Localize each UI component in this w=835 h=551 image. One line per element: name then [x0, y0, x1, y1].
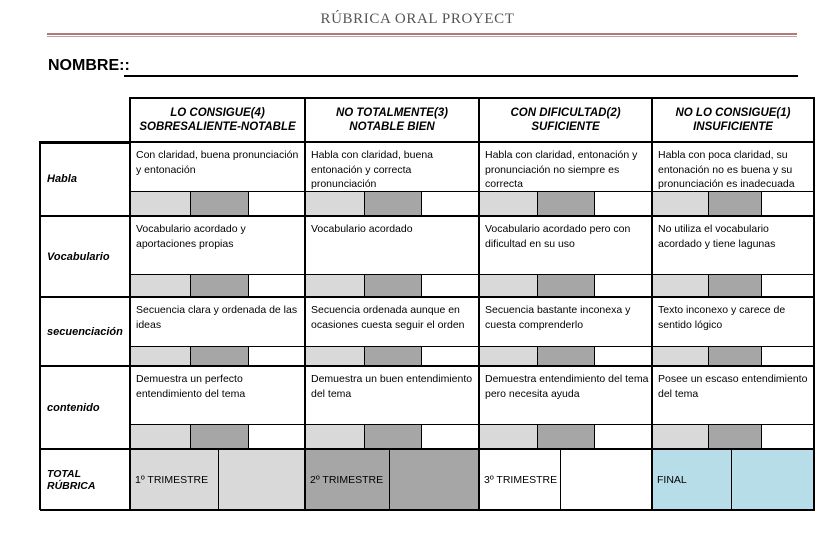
score-divider	[708, 346, 709, 366]
descriptor-text: Habla con claridad, buena entonación y correcta pronunciación	[311, 149, 434, 190]
level-header-2	[305, 98, 479, 142]
score-box[interactable]	[190, 346, 248, 366]
descriptor-text: Secuencia clara y ordenada de las ideas	[136, 304, 298, 331]
score-divider	[537, 274, 538, 297]
total-period-cell	[479, 449, 560, 510]
descriptor-cell	[305, 216, 479, 274]
score-box[interactable]	[421, 346, 479, 366]
score-row-top	[130, 274, 814, 275]
descriptor-text: Vocabulario acordado	[311, 223, 413, 235]
score-box[interactable]	[594, 424, 652, 449]
descriptor-text: Habla con claridad, entonación y pronunciación no siempre es correcta	[485, 149, 638, 190]
descriptor-text: Secuencia ordenada aunque en ocasiones cuesta seguir el orden	[311, 304, 465, 331]
score-box[interactable]	[537, 274, 594, 297]
score-divider	[537, 191, 538, 216]
score-box[interactable]	[364, 346, 421, 366]
score-box[interactable]	[594, 191, 652, 216]
descriptor-cell	[479, 142, 652, 191]
score-box[interactable]	[364, 274, 421, 297]
score-box[interactable]	[364, 191, 421, 216]
level-grade: SOBRESALIENTE-NOTABLE	[139, 121, 296, 133]
criterion-name: Vocabulario	[47, 250, 110, 263]
score-box[interactable]	[537, 424, 594, 449]
descriptor-cell	[479, 297, 652, 346]
criterion-label	[40, 297, 130, 366]
score-divider	[594, 424, 595, 449]
descriptor-cell	[479, 366, 652, 424]
score-box[interactable]	[479, 274, 537, 297]
descriptor-text: Vocabulario acordado y aportaciones propias	[136, 223, 246, 250]
total-divider	[218, 449, 219, 510]
total-score-box[interactable]	[218, 449, 305, 510]
score-divider	[364, 424, 365, 449]
criterion-name: secuenciación	[47, 325, 123, 338]
level-header-4	[652, 98, 814, 142]
score-box[interactable]	[130, 274, 190, 297]
score-divider	[248, 274, 249, 297]
score-divider	[594, 191, 595, 216]
total-divider	[731, 449, 732, 510]
header-top-border	[130, 97, 814, 99]
score-divider	[421, 424, 422, 449]
score-divider	[190, 191, 191, 216]
descriptor-cell	[130, 366, 305, 424]
descriptor-cell	[652, 297, 814, 346]
score-divider	[190, 274, 191, 297]
score-divider	[594, 274, 595, 297]
score-divider	[537, 424, 538, 449]
total-period-cell	[305, 449, 389, 510]
score-box[interactable]	[594, 346, 652, 366]
criterion-label	[40, 366, 130, 449]
criterion-name: contenido	[47, 401, 100, 414]
score-box[interactable]	[421, 424, 479, 449]
score-divider	[761, 191, 762, 216]
score-box[interactable]	[652, 424, 708, 449]
total-score-box[interactable]	[731, 449, 814, 510]
level-title: NO TOTALMENTE(3)	[335, 107, 448, 119]
total-score-box[interactable]	[389, 449, 479, 510]
score-divider	[364, 274, 365, 297]
descriptor-cell	[305, 297, 479, 346]
descriptor-cell	[130, 216, 305, 274]
score-box[interactable]	[652, 191, 708, 216]
score-divider	[248, 424, 249, 449]
score-divider	[761, 274, 762, 297]
score-box[interactable]	[537, 191, 594, 216]
score-divider	[421, 191, 422, 216]
level-header-3	[479, 98, 652, 142]
descriptor-cell	[130, 297, 305, 346]
score-box[interactable]	[761, 274, 814, 297]
score-box[interactable]	[248, 346, 305, 366]
criterion-label	[40, 142, 130, 216]
score-box[interactable]	[130, 191, 190, 216]
level-title: LO CONSIGUE(4)	[170, 107, 265, 119]
score-divider	[190, 346, 191, 366]
score-divider	[594, 346, 595, 366]
score-box[interactable]	[708, 424, 761, 449]
descriptor-cell	[305, 366, 479, 424]
score-box[interactable]	[479, 346, 537, 366]
score-box[interactable]	[708, 346, 761, 366]
score-box[interactable]	[130, 424, 190, 449]
descriptor-cell	[130, 142, 305, 191]
score-box[interactable]	[190, 424, 248, 449]
descriptor-cell	[652, 142, 814, 191]
total-score-box[interactable]	[560, 449, 652, 510]
score-row-top	[130, 191, 814, 192]
score-box[interactable]	[537, 346, 594, 366]
score-divider	[421, 274, 422, 297]
descriptor-text: Demuestra un perfecto entendimiento del tema	[136, 373, 246, 400]
score-divider	[248, 191, 249, 216]
score-divider	[364, 191, 365, 216]
score-box[interactable]	[305, 191, 364, 216]
row-border	[40, 215, 814, 217]
score-divider	[537, 346, 538, 366]
total-period-cell	[652, 449, 731, 510]
total-period-label: 2º TRIMESTRE	[310, 473, 384, 486]
score-row-top	[130, 346, 814, 347]
level-grade: NOTABLE BIEN	[349, 121, 435, 133]
score-box[interactable]	[652, 274, 708, 297]
document-title: RÚBRICA ORAL PROYECT	[320, 11, 515, 27]
score-box[interactable]	[479, 191, 537, 216]
header-bottom-border	[40, 141, 814, 143]
total-period-cell	[130, 449, 218, 510]
descriptor-text: No utiliza el vocabulario acordado y tiene lagunas	[658, 223, 776, 250]
score-box[interactable]	[305, 274, 364, 297]
descriptor-cell	[305, 142, 479, 191]
score-box[interactable]	[761, 346, 814, 366]
score-box[interactable]	[708, 191, 761, 216]
table-bottom-border	[40, 509, 815, 511]
level-header-1	[130, 98, 305, 142]
descriptor-text: Posee un escaso entendimiento del tema	[658, 373, 808, 400]
level-grade: INSUFICIENTE	[693, 121, 773, 133]
score-divider	[364, 346, 365, 366]
level-title: NO LO CONSIGUE(1)	[675, 107, 791, 119]
score-divider	[708, 424, 709, 449]
criterion-name: Habla	[47, 173, 77, 185]
total-label-text: TOTAL RÚBRICA	[47, 467, 96, 492]
header-notch-line	[40, 143, 130, 144]
score-divider	[708, 191, 709, 216]
total-divider	[389, 449, 390, 510]
score-divider	[190, 424, 191, 449]
table-left-border	[39, 141, 41, 510]
total-period-label: FINAL	[657, 473, 687, 486]
score-box[interactable]	[761, 424, 814, 449]
total-label	[40, 449, 130, 510]
score-divider	[708, 274, 709, 297]
score-divider	[248, 346, 249, 366]
score-box[interactable]	[190, 274, 248, 297]
row-border	[40, 296, 814, 298]
score-box[interactable]	[652, 346, 708, 366]
name-label: NOMBRE::	[48, 57, 130, 74]
criterion-label	[40, 216, 130, 297]
total-divider	[560, 449, 561, 510]
row-border	[40, 448, 814, 450]
score-box[interactable]	[248, 191, 305, 216]
score-box[interactable]	[421, 274, 479, 297]
score-box[interactable]	[305, 424, 364, 449]
descriptor-text: Secuencia bastante inconexa y cuesta comprenderlo	[485, 304, 631, 331]
score-box[interactable]	[305, 346, 364, 366]
descriptor-text: Texto inconexo y carece de sentido lógico	[658, 304, 786, 331]
score-divider	[421, 346, 422, 366]
score-box[interactable]	[421, 191, 479, 216]
score-box[interactable]	[248, 424, 305, 449]
row-border	[40, 365, 814, 367]
score-row-top	[130, 424, 814, 425]
score-box[interactable]	[761, 191, 814, 216]
descriptor-text: Habla con poca claridad, su entonación no es buena y su pronunciación es inadecuada	[658, 149, 795, 190]
descriptor-cell	[479, 216, 652, 274]
total-period-label: 3º TRIMESTRE	[484, 473, 558, 486]
descriptor-cell	[652, 366, 814, 424]
descriptor-text: Demuestra un buen entendimiento del tema	[311, 373, 473, 400]
level-grade: SUFICIENTE	[531, 121, 600, 133]
descriptor-cell	[652, 216, 814, 274]
score-box[interactable]	[248, 274, 305, 297]
score-box[interactable]	[364, 424, 421, 449]
score-divider	[761, 424, 762, 449]
score-box[interactable]	[479, 424, 537, 449]
score-divider	[761, 346, 762, 366]
descriptor-text: Demuestra entendimiento del tema pero necesita ayuda	[485, 373, 649, 400]
score-box[interactable]	[190, 191, 248, 216]
descriptor-text: Con claridad, buena pronunciación y entonación	[136, 149, 299, 176]
score-box[interactable]	[708, 274, 761, 297]
descriptor-text: Vocabulario acordado pero con dificultad en su uso	[485, 223, 631, 250]
score-box[interactable]	[594, 274, 652, 297]
level-title: CON DIFICULTAD(2)	[510, 107, 621, 119]
total-period-label: 1º TRIMESTRE	[135, 473, 209, 486]
score-box[interactable]	[130, 346, 190, 366]
